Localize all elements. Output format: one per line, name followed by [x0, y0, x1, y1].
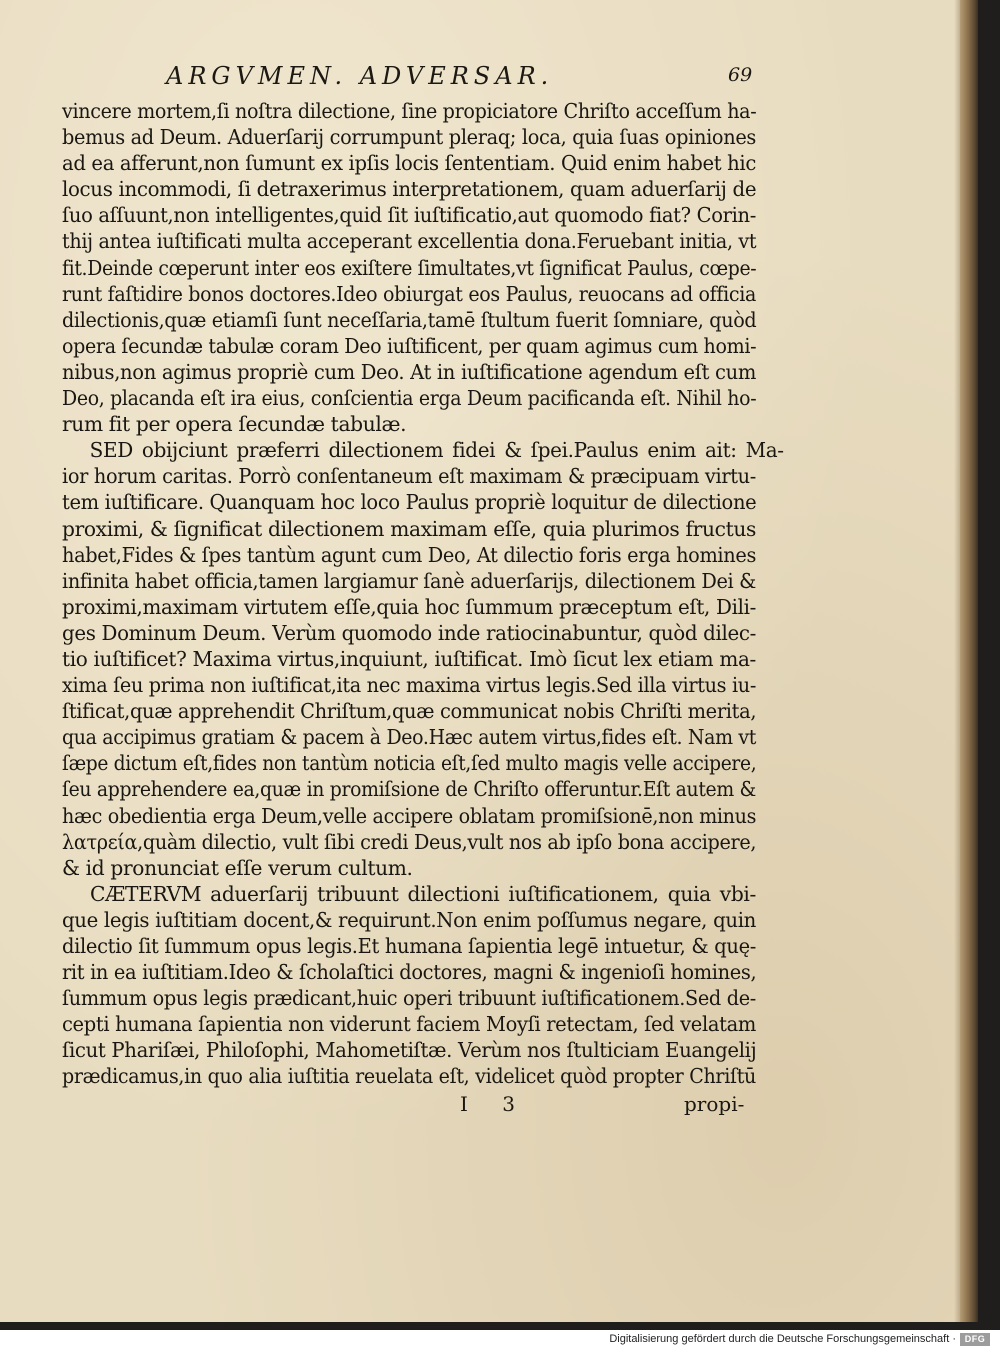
text-line: ſicut Phariſæi, Philoſophi, Mahometiſtæ. Verùm nos ſtulticiam Euangelij: [62, 1038, 757, 1063]
text-line: ges Dominum Deum. Verùm quomodo inde ratiocinabuntur, quòd dilec-: [62, 620, 756, 645]
text-line: ad ea afferunt,non ſumunt ex ipſis locis ſententiam. Quid enim habet hic: [62, 151, 756, 176]
text-line: rit in ea iuſtitiam.Ideo & ſcholaſtici doctores, magni & ingenioſi homines,: [62, 960, 757, 985]
text-line: ſeu apprehendere ea,quæ in promiſsione de Chriſto offeruntur.Eſt autem &: [62, 777, 756, 802]
text-line: infinita habet officia,tamen largiamur ſanè aduerſarijs, dilectionem Dei &: [62, 568, 756, 593]
text-line: CÆTERVM aduerſarij tribuunt dilectioni iuſtificationem, quia vbi-: [90, 881, 756, 906]
text-line: proximi, & ſignificat dilectionem maximam eſſe, quia plurimos fructus: [62, 516, 756, 541]
text-line: locus incommodi, ſi detraxerimus interpretationem, quam aduerſarij de: [62, 177, 757, 202]
text-line: thij antea iuſtificati multa acceperant excellentia dona.Feruebant initia, vt: [62, 229, 757, 254]
text-line: hæc obedientia erga Deum,velle accipere oblatam promiſsionē,non minus: [62, 803, 757, 828]
text-line: ſtificat,quæ apprehendit Chriſtum,quæ communicat nobis Chriſti merita,: [62, 699, 757, 724]
catchword: propi-: [684, 1092, 745, 1116]
text-line: runt faſtidire bonos doctores.Ideo obiurgat eos Paulus, reuocans ad officia: [62, 281, 756, 306]
text-line: opera ſecundæ tabulæ coram Deo iuſtificent, per quam agimus cum homi-: [62, 333, 757, 358]
text-line: ſuo aſſuunt,non intelligentes,quid ſit iuſtificatio,aut quomodo fiat? Corin-: [62, 203, 756, 228]
text-line: tem iuſtificare. Quanquam hoc loco Paulus propriè loquitur de dilectione: [62, 490, 757, 515]
text-line: vincere mortem,ſi noſtra dilectione, ſine propiciatore Chriſto acceſſum ha-: [62, 99, 757, 123]
text-line: SED obijciunt præferri dilectionem fidei & ſpei.Paulus enim ait: Ma-: [89, 438, 784, 463]
signature-mark: I 3: [460, 1092, 529, 1116]
text-line: ſæpe dictum eſt,fides non tantùm noticia eſt,ſed multo magis velle accipere,: [62, 751, 757, 776]
text-line: λατρεία,quàm dilectio, vult ſibi credi Deus,vult nos ab ipſo bona accipere,: [62, 829, 757, 854]
text-line: habet,Fides & ſpes tantùm agunt cum Deo, At dilectio foris erga homines: [62, 542, 757, 567]
text-line: Deo, placanda eſt ira eius, conſcientia erga Deum pacificanda eſt. Nihil ho-: [62, 386, 757, 411]
page-fore-edge: [960, 0, 978, 1322]
running-head: ARGVMEN. ADVERSAR.: [166, 62, 554, 90]
text-line: que legis iuſtitiam docent,& requirunt.Non enim poſſumus negare, quin: [62, 907, 757, 932]
text-line: xima ſeu prima non iuſtificat,ita nec maxima virtus legis.Sed illa virtus iu-: [62, 673, 757, 698]
text-line: ior horum caritas. Porrò conſentaneum eſt maximam & præcipuam virtu-: [62, 464, 756, 489]
text-line: & id pronunciat eſſe verum cultum.: [62, 855, 413, 880]
text-line: bemus ad Deum. Aduerſarij corrumpunt pleraq; loca, quia ſuas opiniones: [62, 125, 757, 150]
body-text: [62, 98, 784, 1090]
text-line: qua accipimus gratiam & pacem à Deo.Hæc autem virtus,fides eſt. Nam vt: [62, 725, 757, 750]
text-line: prædicamus,in quo alia iuſtitia reuelata eſt, videlicet quòd propter Chriſtū: [62, 1064, 756, 1089]
text-line: ſummum opus legis prædicant,huic operi tribuunt iuſtificationem.Sed de-: [62, 986, 756, 1011]
text-line: nibus,non agimus propriè cum Deo. At in iuſtificatione agendum eſt cum: [62, 359, 757, 384]
text-line: fit.Deinde cœperunt inter eos exiſtere ſimultates,vt ſignificat Paulus, cœpe-: [62, 255, 757, 280]
text-line: proximi,maximam virtutem eſſe,quia hoc ſummum præceptum eſt, Dili-: [62, 594, 757, 619]
text-line: dilectionis,quæ etiamſi ſunt neceſſaria,tamē ſtultum fuerit ſomniare, quòd: [62, 307, 757, 332]
dfg-logo: DFG: [960, 1333, 990, 1346]
text-line: cepti humana ſapientia non viderunt faciem Moyſi retectam, ſed velatam: [62, 1012, 757, 1037]
footer-bar: [0, 1330, 1000, 1350]
text-line: tio iuſtificet? Maxima virtus,inquiunt, iuſtificat. Imò ſicut lex etiam ma-: [62, 646, 756, 671]
text-line: dilectio ſit ſummum opus legis.Et humana ſapientia legē intuetur, & quę-: [62, 934, 757, 958]
text-line: rum fit per opera ſecundæ tabulæ.: [62, 412, 407, 437]
page-number: 69: [728, 64, 753, 86]
footer-credit: Digitalisierung gefördert durch die Deutsche Forschungsgemeinschaft ·: [609, 1333, 956, 1345]
